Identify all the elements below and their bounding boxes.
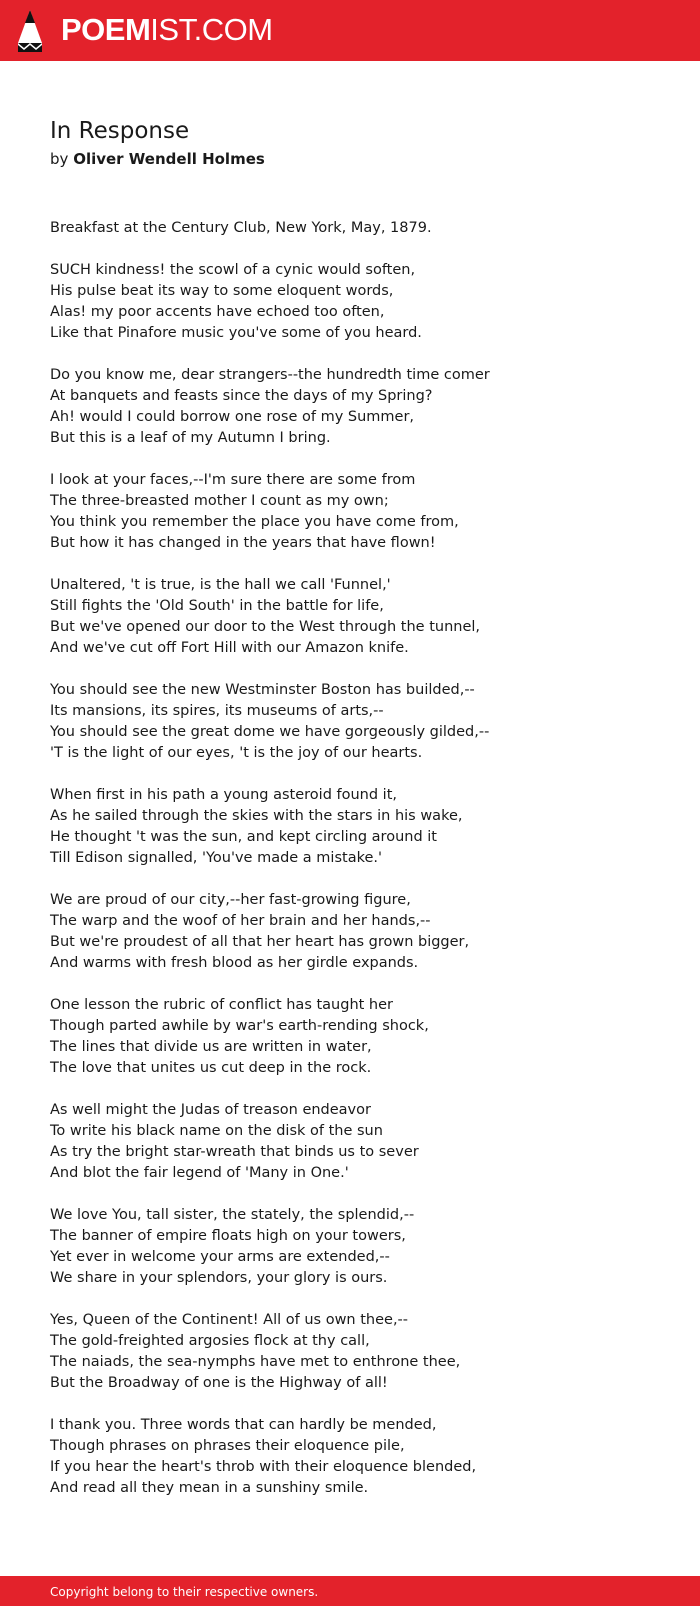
poem-line: I look at your faces,--I'm sure there are some from: [50, 472, 416, 488]
poem-line: At banquets and feasts since the days of my Spring?: [50, 388, 433, 404]
poem-line: Yet ever in welcome your arms are extended,--: [50, 1249, 390, 1265]
poem-line: The lines that divide us are written in water,: [50, 1039, 372, 1055]
poem-line: Ah! would I could borrow one rose of my Summer,: [50, 409, 415, 425]
poem-line: Do you know me, dear strangers--the hundredth time comer: [50, 367, 490, 383]
poem-line: One lesson the rubric of conflict has taught her: [50, 997, 394, 1013]
poem-line: I thank you. Three words that can hardly be mended,: [50, 1417, 437, 1433]
poem-line: The warp and the woof of her brain and her hands,--: [50, 913, 431, 929]
pencil-logo-icon[interactable]: [17, 10, 43, 52]
poem-line: Alas! my poor accents have echoed too often,: [50, 304, 385, 320]
by-label: by: [50, 150, 69, 168]
poem-line: But this is a leaf of my Autumn I bring.: [50, 430, 331, 446]
poem-line: When first in his path a young asteroid found it,: [50, 787, 398, 803]
poem-line: Unaltered, 't is true, is the hall we call 'Funnel,': [50, 577, 391, 593]
stanza-gap: [50, 974, 670, 995]
poem-byline: [50, 148, 265, 170]
stanza-gap: [50, 344, 670, 365]
poem-line: To write his black name on the disk of the sun: [50, 1123, 383, 1139]
site-logo[interactable]: [61, 12, 273, 48]
poem-author[interactable]: Oliver Wendell Holmes: [73, 150, 265, 168]
poem-line: As he sailed through the skies with the stars in his wake,: [50, 808, 463, 824]
poem-line: We share in your splendors, your glory is ours.: [50, 1270, 388, 1286]
poem-line: Breakfast at the Century Club, New York, May, 1879.: [50, 220, 432, 236]
poem-line: But the Broadway of one is the Highway of all!: [50, 1375, 388, 1391]
site-footer: [0, 1576, 700, 1606]
poem-line: Till Edison signalled, 'You've made a mistake.': [50, 850, 382, 866]
stanza-gap: [50, 1184, 670, 1205]
poem-line: The banner of empire floats high on your towers,: [50, 1228, 406, 1244]
poem-line: Its mansions, its spires, its museums of arts,--: [50, 703, 384, 719]
stanza-gap: [50, 1289, 670, 1310]
poem-line: If you hear the heart's throb with their eloquence blended,: [50, 1459, 477, 1475]
stanza-gap: [50, 869, 670, 890]
stanza-gap: [50, 659, 670, 680]
poem-line: But we're proudest of all that her heart has grown bigger,: [50, 934, 470, 950]
poem-line: We are proud of our city,--her fast-growing figure,: [50, 892, 411, 908]
poem-line: We love You, tall sister, the stately, the splendid,--: [50, 1207, 415, 1223]
poem-line: Though parted awhile by war's earth-rending shock,: [50, 1018, 429, 1034]
stanza-gap: [50, 239, 670, 260]
poem-line: Though phrases on phrases their eloquence pile,: [50, 1438, 405, 1454]
poem-line: But how it has changed in the years that have flown!: [50, 535, 436, 551]
poem-line: SUCH kindness! the scowl of a cynic would soften,: [50, 262, 416, 278]
stanza-gap: [50, 1079, 670, 1100]
stanza-gap: [50, 1394, 670, 1415]
poem-line: And read all they mean in a sunshiny smile.: [50, 1480, 369, 1496]
poem-title: In Response: [50, 118, 190, 144]
poem-line: Yes, Queen of the Continent! All of us own thee,--: [50, 1312, 409, 1328]
logo-light-part: IST.COM: [150, 12, 273, 47]
stanza-gap: [50, 764, 670, 785]
poem-line: And warms with fresh blood as her girdle expands.: [50, 955, 419, 971]
stanza-gap: [50, 554, 670, 575]
poem-line: He thought 't was the sun, and kept circling around it: [50, 829, 437, 845]
logo-bold-part: POEM: [61, 12, 151, 47]
poem-line: Still fights the 'Old South' in the battle for life,: [50, 598, 384, 614]
poem-line: The three-breasted mother I count as my own;: [50, 493, 389, 509]
poem-line: You should see the great dome we have gorgeously gilded,--: [50, 724, 490, 740]
poem-line: His pulse beat its way to some eloquent words,: [50, 283, 394, 299]
poem-line: But we've opened our door to the West through the tunnel,: [50, 619, 481, 635]
copyright-text: Copyright belong to their respective owners.: [50, 1585, 319, 1599]
poem-line: You think you remember the place you have come from,: [50, 514, 459, 530]
poem-line: The gold-freighted argosies flock at thy call,: [50, 1333, 370, 1349]
poem-line: 'T is the light of our eyes, 't is the joy of our hearts.: [50, 745, 423, 761]
poem-line: You should see the new Westminster Boston has builded,--: [50, 682, 475, 698]
site-header: [0, 0, 700, 61]
stanza-gap: [50, 449, 670, 470]
poem-line: And blot the fair legend of 'Many in One.': [50, 1165, 349, 1181]
poem-line: As well might the Judas of treason endeavor: [50, 1102, 371, 1118]
poem-line: The naiads, the sea-nymphs have met to enthrone thee,: [50, 1354, 461, 1370]
poem-line: As try the bright star-wreath that binds us to sever: [50, 1144, 419, 1160]
poem-line: The love that unites us cut deep in the rock.: [50, 1060, 372, 1076]
poem-body: [50, 218, 670, 1499]
poem-line: And we've cut off Fort Hill with our Amazon knife.: [50, 640, 409, 656]
poem-line: Like that Pinafore music you've some of you heard.: [50, 325, 422, 341]
